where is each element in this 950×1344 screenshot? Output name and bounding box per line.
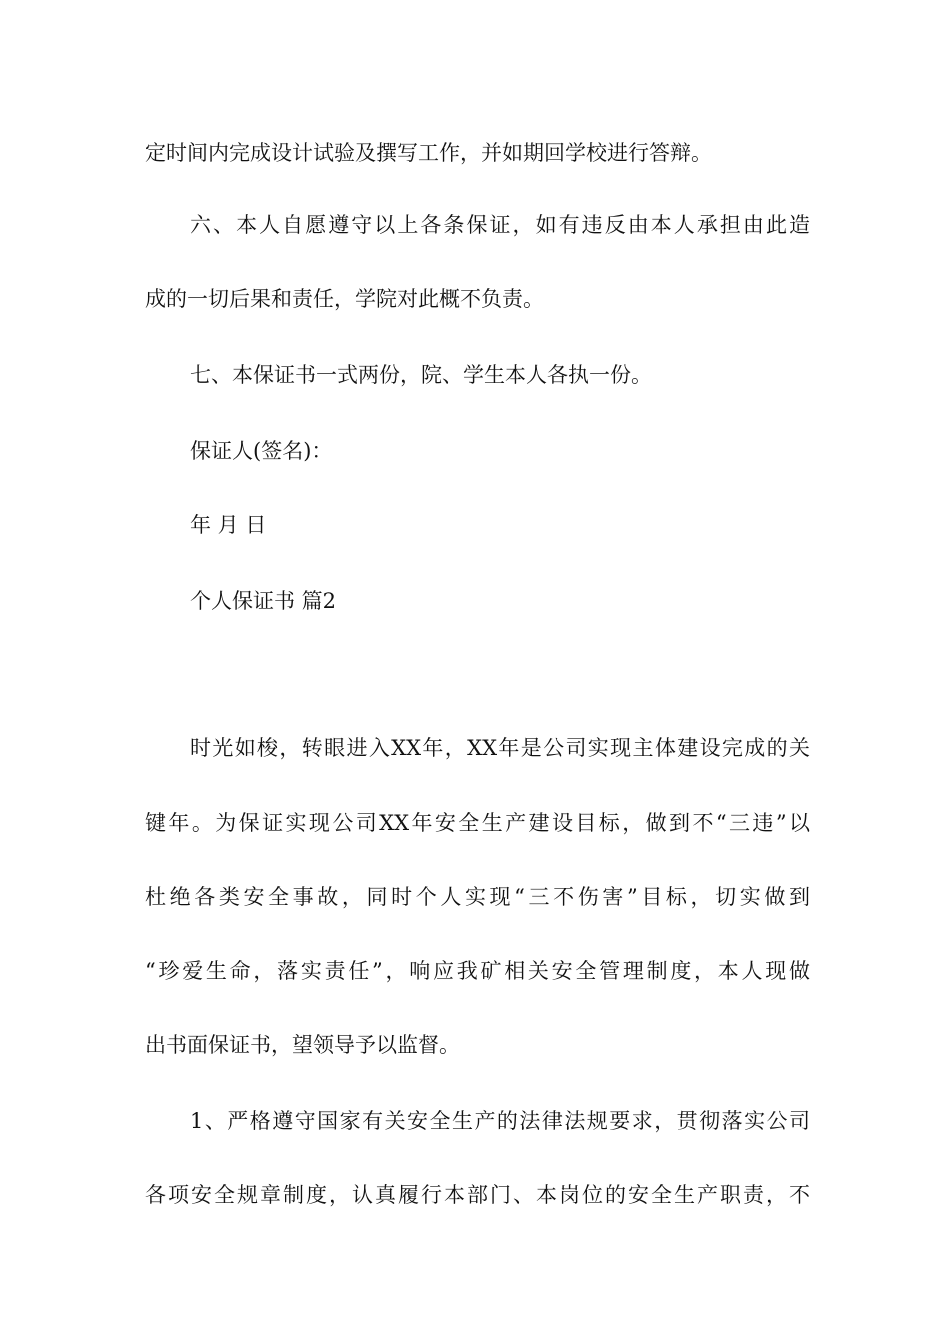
intro-line-4: “珍爱生命，落实责任”，响应我矿相关安全管理制度，本人现做 — [145, 959, 810, 983]
date-label: 年 月 日 — [190, 513, 267, 537]
intro-line-1: 时光如梭，转眼进入XX年，XX年是公司实现主体建设完成的关 — [190, 736, 810, 760]
item-1-line-1: 1、严格遵守国家有关安全生产的法律法规要求，贯彻落实公司 — [190, 1109, 810, 1133]
intro-line-2: 键年。为保证实现公司XX年安全生产建设目标，做到不“三违”以 — [145, 811, 810, 835]
intro-line-3: 杜绝各类安全事故，同时个人实现“三不伤害”目标，切实做到 — [145, 885, 810, 909]
clause-6-line-2: 成的一切后果和责任，学院对此概不负责。 — [145, 287, 544, 311]
signature-label: 保证人(签名)： — [190, 439, 333, 463]
clause-6-line-1: 六、本人自愿遵守以上各条保证，如有违反由本人承担由此造 — [190, 213, 810, 237]
paragraph-line: 定时间内完成设计试验及撰写工作，并如期回学校进行答辩。 — [145, 141, 712, 165]
intro-line-5: 出书面保证书，望领导予以监督。 — [145, 1033, 460, 1057]
item-1-line-2: 各项安全规章制度，认真履行本部门、本岗位的安全生产职责，不 — [145, 1183, 810, 1207]
clause-7: 七、本保证书一式两份，院、学生本人各执一份。 — [190, 363, 652, 387]
section-title: 个人保证书 篇2 — [190, 589, 337, 613]
